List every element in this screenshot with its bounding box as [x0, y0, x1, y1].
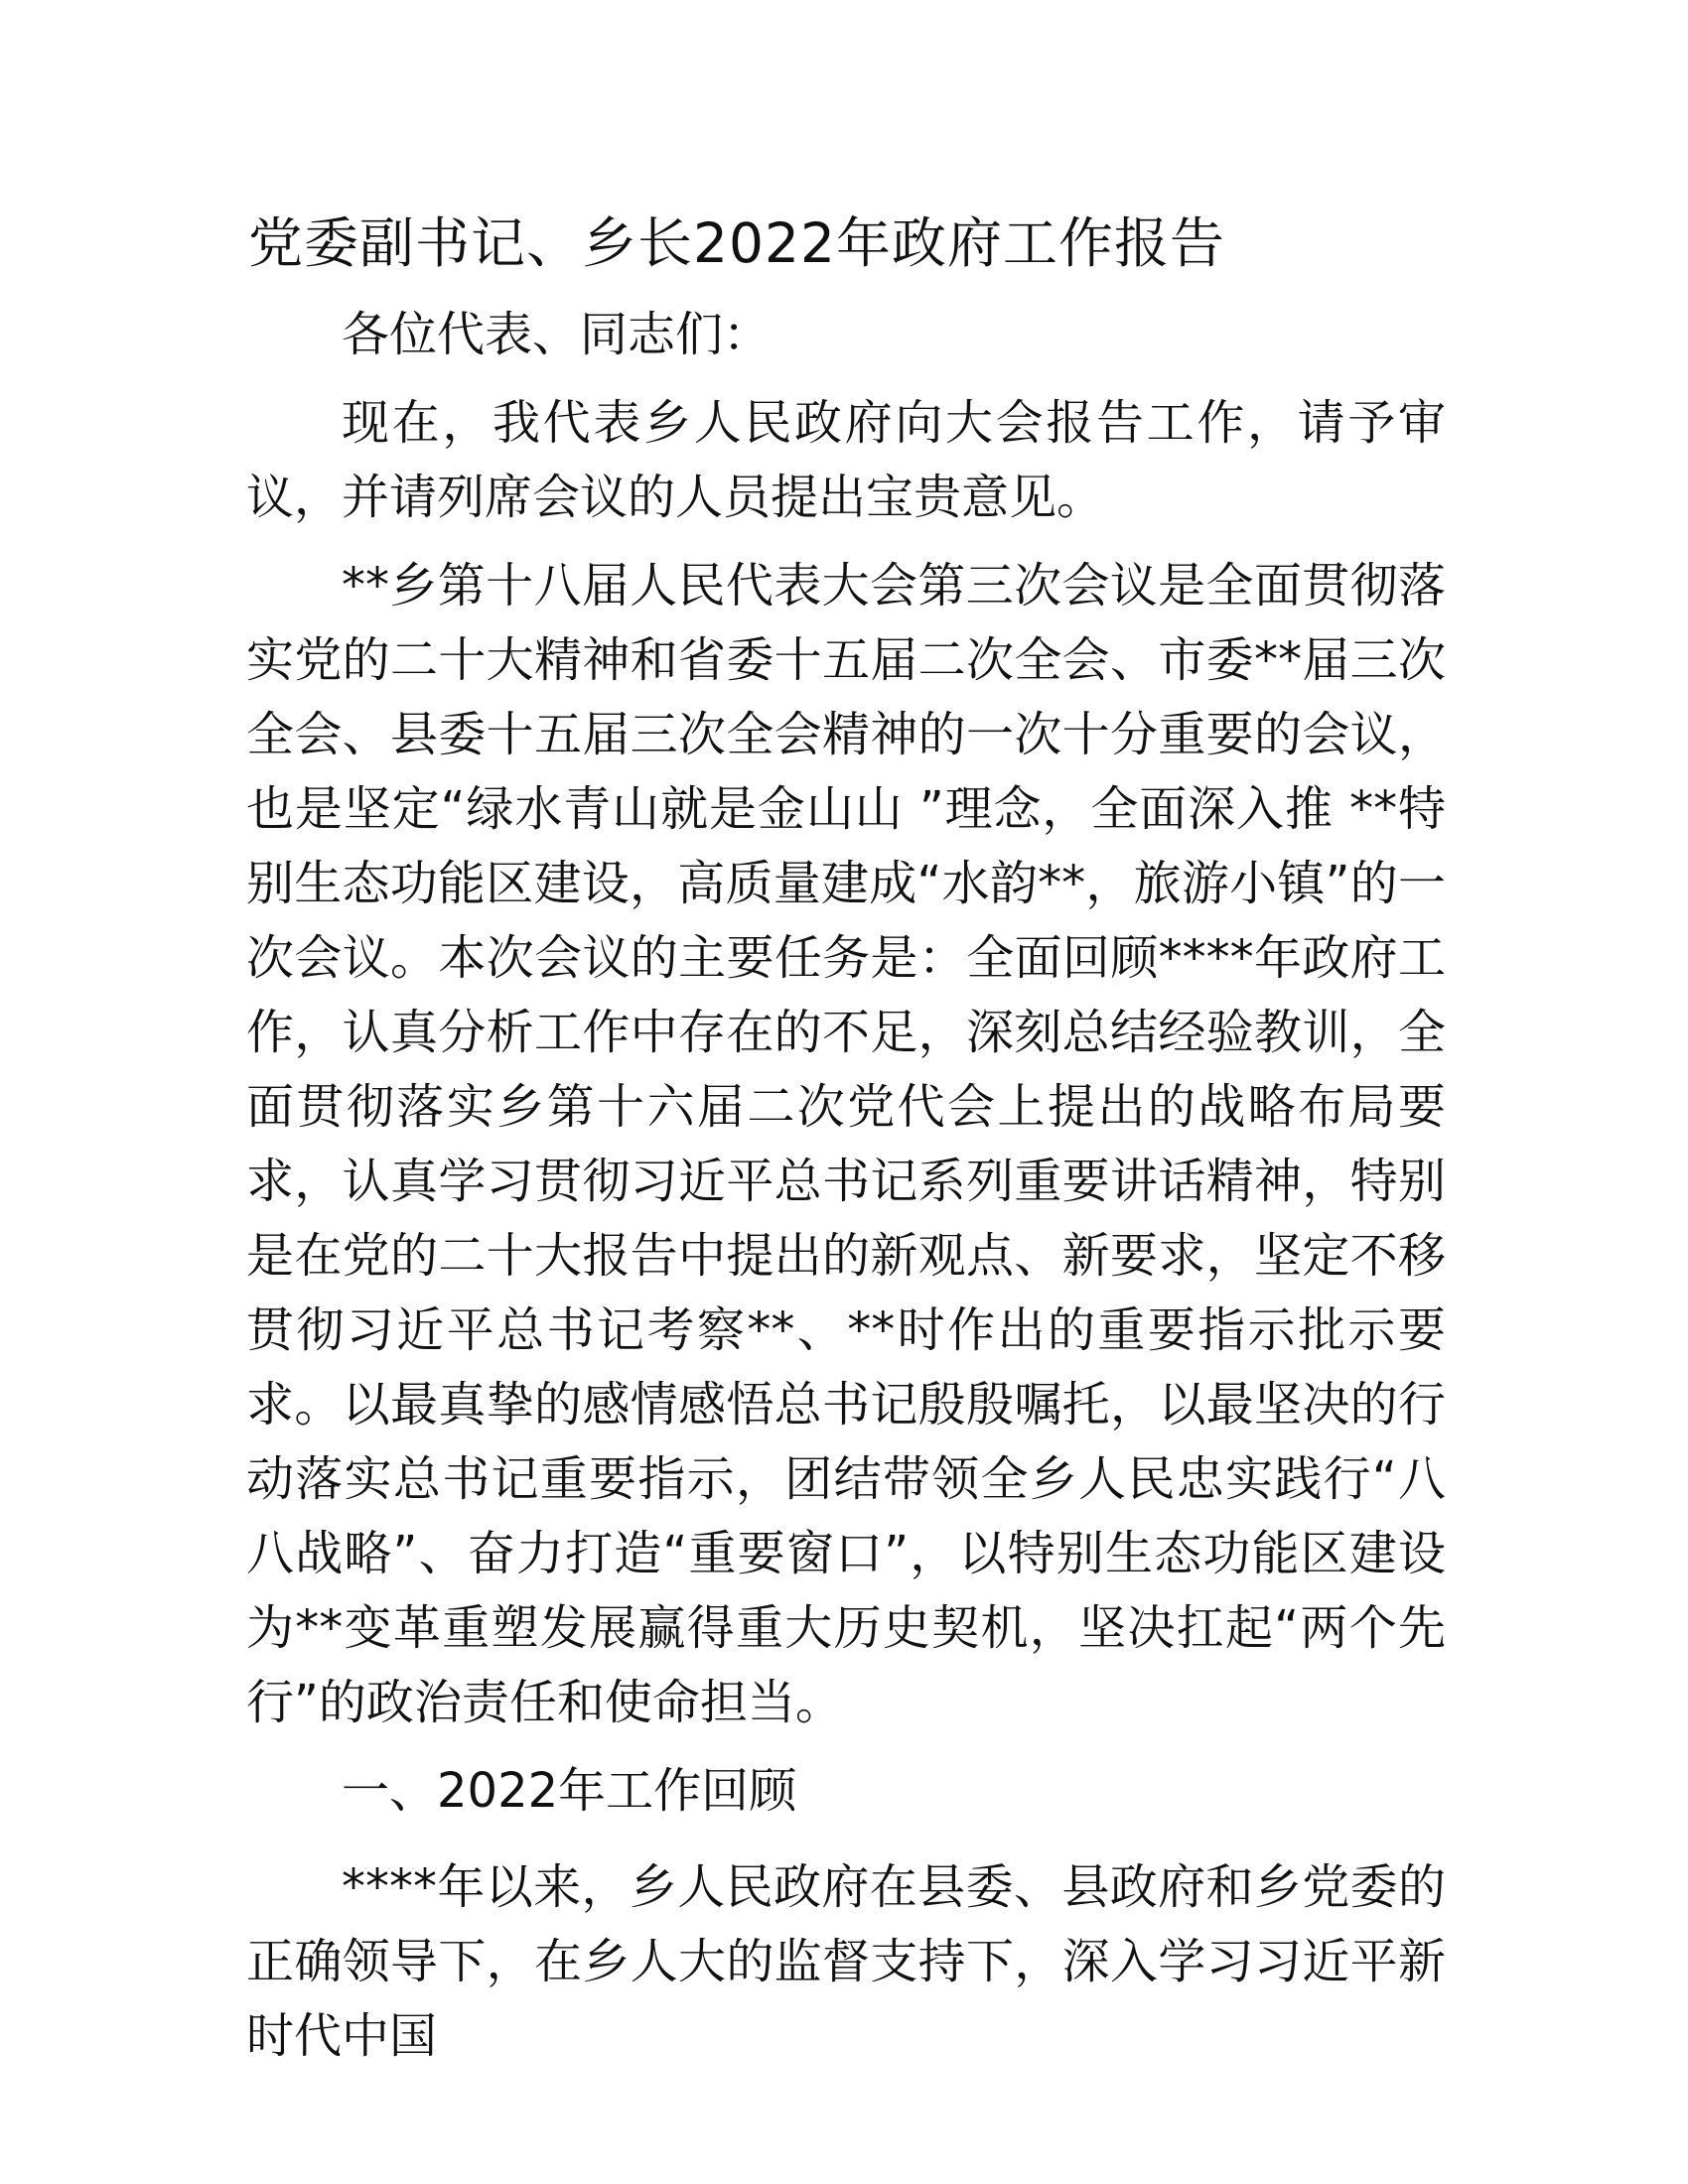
- section-heading: 一、2022年工作回顾: [342, 1763, 797, 1819]
- salutation-paragraph: 各位代表、同志们：: [342, 307, 772, 362]
- section-paragraph: ****年以来，乡人民政府在县委、县政府和乡党委的正确领导下，在乡人大的监督支持下，深入学习习近平新时代中国: [246, 1859, 1446, 2064]
- document-title: 党委副书记、乡长2022年政府工作报告: [248, 211, 1225, 275]
- meeting-significance-paragraph: **乡第十八届人民代表大会第三次会议是全面贯彻落实党的二十大精神和省委十五届二次全会、市委**届三次全会、县委十五届三次全会精神的一次十分重要的会议，也是坚定“绿水青山就是金山山 ”理念，全面深入推 **特别生态功能区建设，高质量建成“水韵**，旅游小镇”的一次会议。本次会议的主要任务是：全面回顾****年政府工作，认真分析工作中存在的不足，深刻总结经验教训，全面贯彻落实乡第十六届二次党代会上提出的战略布局要求，认真学习贯彻习近平总书记系列重要讲话精神，特别是在党的二十大报告中提出的新观点、新要求，坚定不移贯彻习近平总书记考察**、**时作出的重要指示批示要求。以最真挚的感情感悟总书记殷殷嘱托，以最坚决的行动落实总书记重要指示，团结带领全乡人民忠实践行“八八战略”、奋力打造“重要窗口”，以特别生态功能区建设为**变革重塑发展赢得重大历史契机，坚决扛起“两个先行”的政治责任和使命担当。: [246, 558, 1446, 1730]
- opening-paragraph: 现在，我代表乡人民政府向大会报告工作，请予审议，并请列席会议的人员提出宝贵意见。: [246, 395, 1446, 525]
- document-body: [246, 298, 1446, 2088]
